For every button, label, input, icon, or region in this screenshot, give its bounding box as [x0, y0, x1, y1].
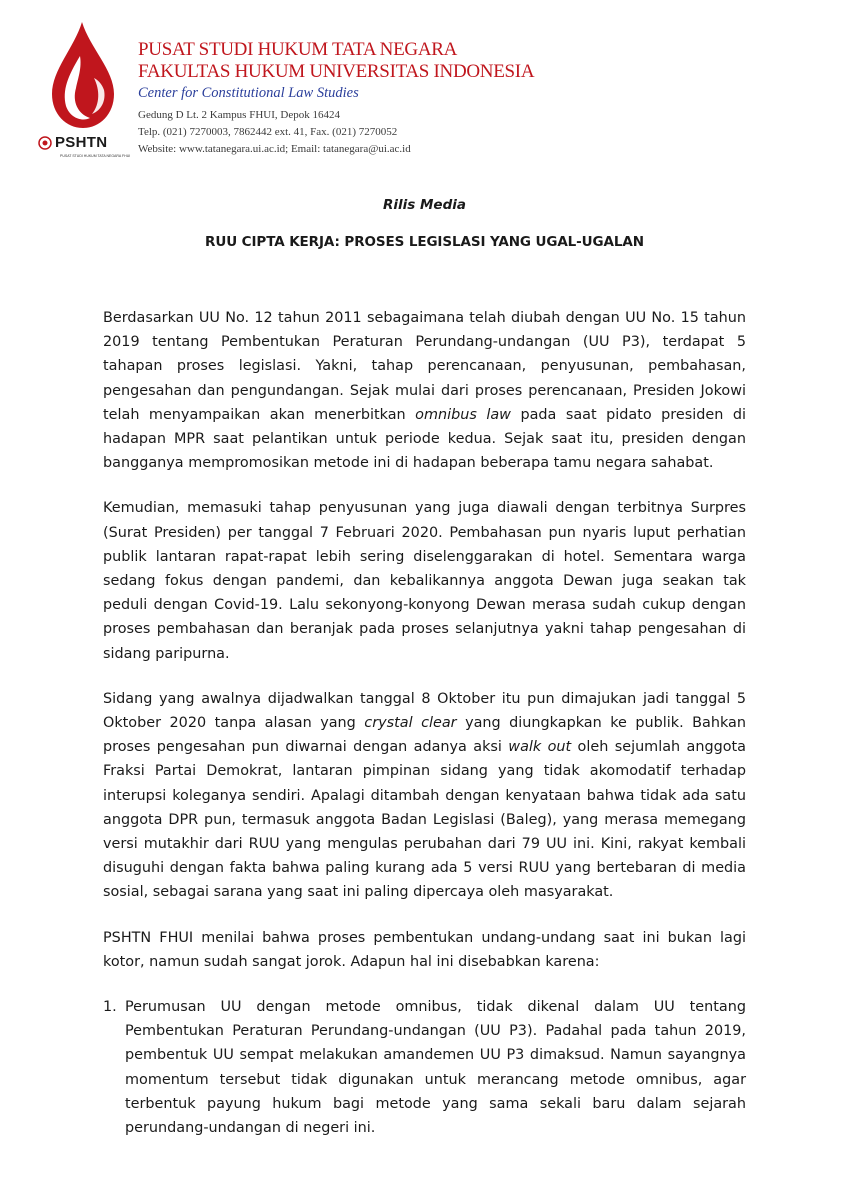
document-title: RUU CIPTA KERJA: PROSES LEGISLASI YANG UGAL-UGALAN: [205, 234, 644, 250]
logo-subtext: PUSAT STUDI HUKUM TATA NEGARA FHUI: [60, 154, 131, 158]
pshtn-logo: [38, 18, 131, 163]
paragraph-1-emphasis: omnibus law: [415, 406, 511, 423]
center-name: Center for Constitutional Law Studies: [138, 85, 359, 101]
list-item-number: 1.: [103, 999, 117, 1016]
paragraph-3-text-c: oleh sejumlah anggota Fraksi Partai Demokrat, lantaran pimpinan sidang yang tidak akomodatif terhadap interupsi koleganya sendiri. Apalagi ditambah dengan kenyataan bahwa tidak ada satu anggota DPR pun, termasuk anggota Badan Legislasi (Baleg), yang merasa memegang versi mutakhir dari RUU yang mengulas perubahan dari 79 UU ini. Kini, rakyat kembali disuguhi dengan fakta bahwa paling kurang ada 5 versi RUU yang bertebaran di media sosial, sebagai sarana yang saat ini paling dipercaya oleh masyarakat.: [103, 739, 746, 901]
release-label: Rilis Media: [382, 197, 466, 213]
paragraph-3-text-b: yang diungkapkan ke publik. Bahkan proses pengesahan pun diwarnai dengan adanya aksi: [103, 715, 746, 756]
phone-line: Telp. (021) 7270003, 7862442 ext. 41, Fax. (021) 7270052: [138, 125, 398, 138]
address-line: Gedung D Lt. 2 Kampus FHUI, Depok 16424: [138, 108, 340, 121]
emblem-icon: [38, 136, 52, 150]
document-body: [103, 306, 746, 1140]
paragraph-2: Kemudian, memasuki tahap penyusunan yang juga diawali dengan terbitnya Surpres (Surat Presiden) per tanggal 7 Februari 2020. Pembahasan pun nyaris luput perhatian publik lantaran rapat-rapat lebih sering diselenggarakan di hotel. Sementara warga sedang fokus dengan pandemi, dan kebalikannya anggota Dewan juga seakan tak peduli dengan Covid-19. Lalu sekonyong-konyong Dewan merasa sudah cukup dengan proses pembahasan dan beranjak pada proses selanjutnya yakni tahap pengesahan di sidang paripurna.: [103, 500, 746, 662]
paragraph-3: [103, 687, 746, 905]
org-name-line1: PUSAT STUDI HUKUM TATA NEGARA: [138, 39, 458, 60]
paragraph-3-emphasis-1: crystal clear: [364, 715, 457, 732]
letterhead: [38, 18, 558, 168]
list-item: [103, 995, 746, 1140]
paragraph-3-emphasis-2: walk out: [508, 739, 572, 756]
web-email-line: Website: www.tatanegara.ui.ac.id; Email: tatanegara@ui.ac.id: [138, 142, 411, 155]
paragraph-1-text-a: Berdasarkan UU No. 12 tahun 2011 sebagaimana telah diubah dengan UU No. 15 tahun 2019 tentang Pembentukan Peraturan Perundang-undangan (UU P3), terdapat 5 tahapan proses legislasi. Yakni, tahap perencanaan, penyusunan, pembahasan, pengesahan dan pengundangan. Sejak mulai dari proses perencanaan, Presiden Jokowi telah menyampaikan akan menerbitkan: [103, 310, 746, 423]
paragraph-1: [103, 306, 746, 475]
org-name-line2: FAKULTAS HUKUM UNIVERSITAS INDONESIA: [138, 61, 535, 82]
list-item-text: Perumusan UU dengan metode omnibus, tidak dikenal dalam UU tentang Pembentukan Peraturan Perundang-undangan (UU P3). Padahal pada tahun 2019, pembentuk UU sempat melakukan amandemen UU P3 dimaksud. Namun sayangnya momentum tersebut tidak digunakan untuk merancang metode omnibus, agar terbentuk payung hukum bagi metode yang sama sekali baru dalam sejarah perundang-undangan di negeri ini.: [125, 999, 746, 1137]
flame-drop-icon: [38, 18, 128, 136]
logo-wordmark: PSHTN: [55, 134, 108, 151]
paragraph-4: PSHTN FHUI menilai bahwa proses pembentukan undang-undang saat ini bukan lagi kotor, namun sudah sangat jorok. Adapun hal ini disebabkan karena:: [103, 929, 746, 970]
letterhead-text: [138, 40, 534, 158]
paragraph-1-text-b: pada saat pidato presiden di hadapan MPR saat pelantikan untuk periode kedua. Sejak saat itu, presiden dengan bangganya mempromosikan metode ini di hadapan beberapa tamu negara sahabat.: [103, 406, 746, 472]
paragraph-3-text-a: Sidang yang awalnya dijadwalkan tanggal 8 Oktober itu pun dimajukan jadi tanggal 5 Oktober 2020 tanpa alasan yang: [103, 690, 746, 732]
